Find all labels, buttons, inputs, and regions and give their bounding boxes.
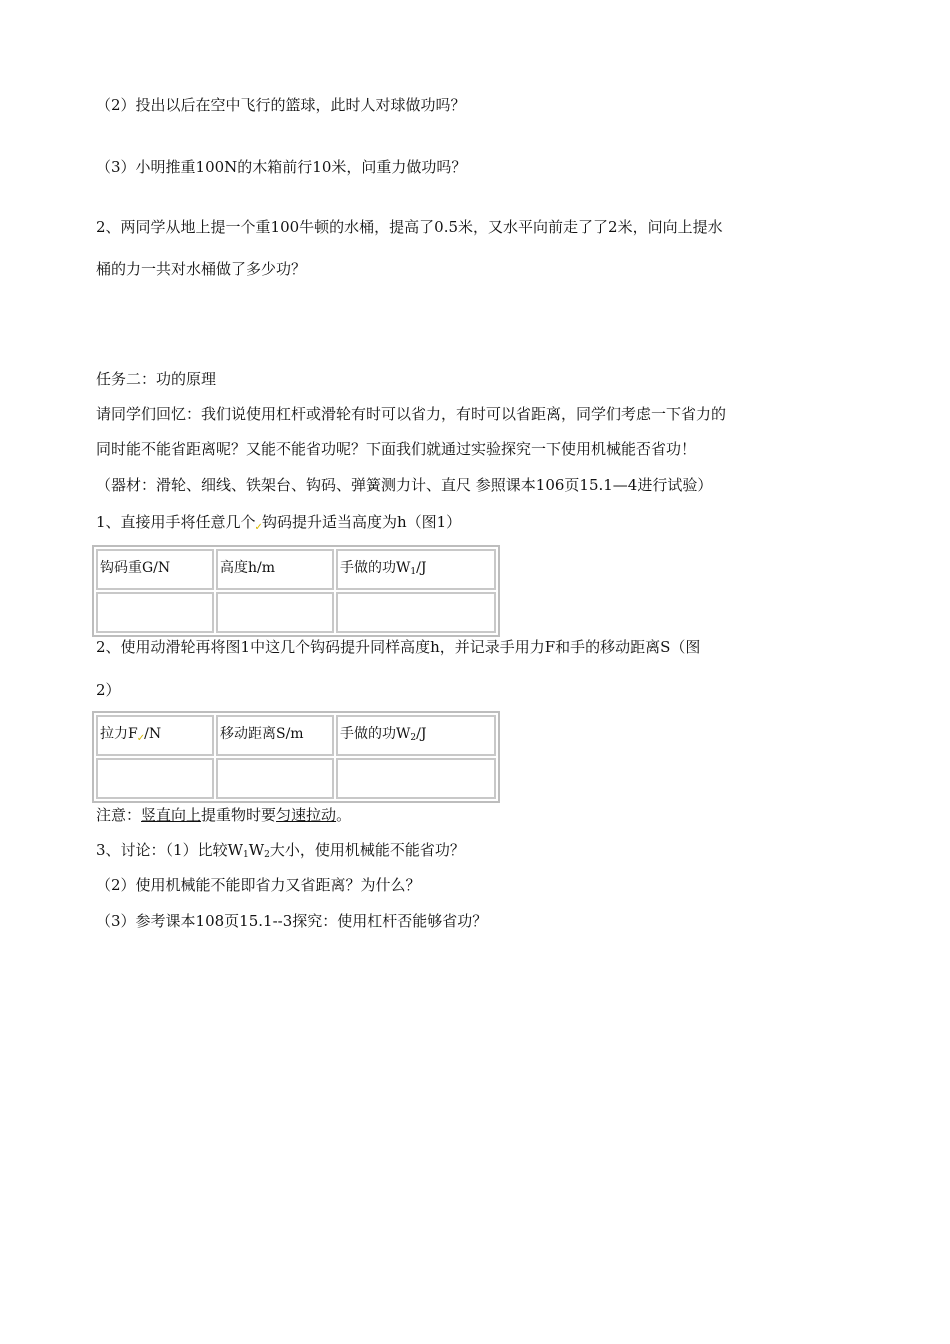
table-2-header-distance: 移动距离S/m — [216, 715, 334, 756]
discuss-2: （2）使用机械能不能即省力又省距离？为什么？ — [96, 876, 421, 894]
table-2-cell-empty[interactable] — [336, 758, 496, 799]
table-2-header-force: 拉力$F_✓/N$ — [96, 715, 214, 756]
step-2-line-1: 2、使用动滑轮再将图1中这几个钩码提升同样高度h，并记录手用力F和手的移动距离S（图 — [96, 638, 701, 656]
discuss-1: 3、讨论：（1）比较$W_1W_2$大小，使用机械能不能省功？ — [96, 841, 465, 860]
tick-mark-icon: ✓ — [136, 733, 146, 744]
table-1-cell-empty[interactable] — [216, 592, 334, 633]
table-2 — [92, 711, 500, 803]
table-1-cell-empty[interactable] — [336, 592, 496, 633]
discuss-3: （3）参考课本108页15.1--3探究：使用杠杆否能够省功？ — [96, 912, 488, 930]
question-2: （2）投出以后在空中飞行的篮球，此时人对球做功吗？ — [96, 96, 466, 114]
table-row — [96, 549, 496, 590]
tick-mark-icon: ✓ — [254, 522, 263, 533]
step-2-line-2: 2） — [96, 681, 121, 699]
task2-intro-line-1: 请同学们回忆：我们说使用杠杆或滑轮有时可以省力，有时可以省距离，同学们考虑一下省力的 — [96, 405, 727, 423]
task2-intro-line-2: 同时能不能省距离呢？又能不能省功呢？下面我们就通过实验探究一下使用机械能否省功！ — [96, 440, 697, 458]
step-1 — [96, 512, 461, 535]
note-underline-vertical: 竖直向上 — [141, 806, 202, 824]
problem-2-line-2: 桶的力一共对水桶做了多少功？ — [96, 260, 307, 278]
table-row — [96, 592, 496, 633]
table-1-cell-empty[interactable] — [96, 592, 214, 633]
note-line: 注意：竖直向上提重物时要匀速拉动。 — [96, 806, 352, 824]
table-row — [96, 758, 496, 799]
task2-title: 任务二：功的原理 — [96, 370, 217, 388]
problem-2-line-1: 2、两同学从地上提一个重100牛顿的水桶，提高了0.5米，又水平向前走了了2米，问向上提水 — [96, 218, 723, 236]
table-1-header-work: 手做的功$W_1/J$ — [336, 549, 496, 590]
step-1-text-b: 钩码提升适当高度为h（图1） — [261, 513, 462, 531]
table-1-header-weight: 钩码重G/N — [96, 549, 214, 590]
table-2-cell-empty[interactable] — [216, 758, 334, 799]
table-1-header-height: 高度h/m — [216, 549, 334, 590]
table-1 — [92, 545, 500, 637]
table-row — [96, 715, 496, 756]
materials-line: （器材：滑轮、细线、铁架台、钩码、弹簧测力计、直尺 参照课本106页15.1—4进行试验） — [96, 476, 713, 494]
table-2-cell-empty[interactable] — [96, 758, 214, 799]
note-underline-uniform: 匀速拉动 — [276, 806, 337, 824]
step-1-text-a: 1、直接用手将任意几个 — [96, 513, 256, 531]
question-3: （3）小明推重100N的木箱前行10米，问重力做功吗？ — [96, 158, 467, 176]
table-2-header-work: 手做的功$W_2/J$ — [336, 715, 496, 756]
